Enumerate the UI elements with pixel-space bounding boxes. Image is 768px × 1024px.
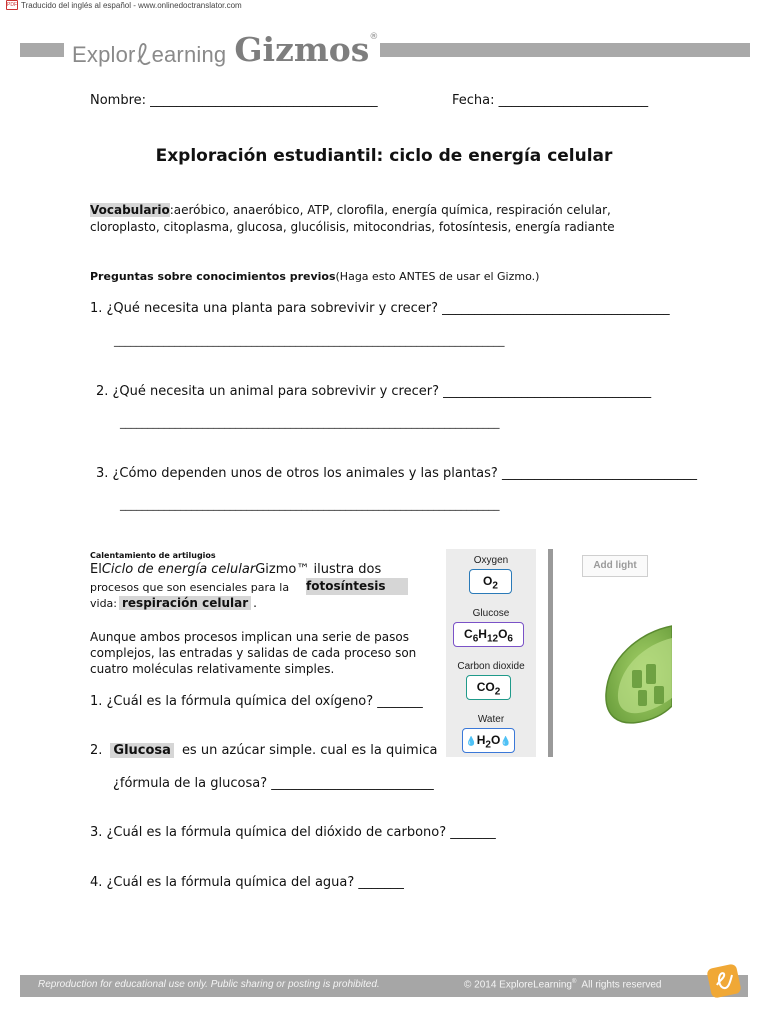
warmup-question-2-answer[interactable]: ¿fórmula de la glucosa? _________________________ bbox=[113, 776, 434, 791]
molecule-name-glucose: Glucose bbox=[472, 608, 510, 619]
header-bar-left bbox=[20, 43, 64, 57]
water-drop-icon: 💧 bbox=[465, 736, 477, 746]
prior-question-1[interactable]: 1. ¿Qué necesita una planta para sobrevivir y crecer? ___________________________________ bbox=[90, 301, 670, 316]
panel-scrollbar[interactable] bbox=[548, 549, 553, 757]
el-swirl-icon bbox=[136, 42, 152, 68]
warmup-intro-line-2: procesos que son esenciales para la bbox=[90, 581, 290, 594]
molecule-panel bbox=[446, 549, 536, 757]
explorelearning-gizmos-logo: Explor earning Gizmos ® bbox=[72, 30, 379, 69]
warmup-intro: ElCiclo de energía celularGizmo™ ilustra dos bbox=[90, 562, 382, 577]
date-field[interactable]: Fecha: _______________________ bbox=[452, 93, 649, 108]
prior-answer-line-2[interactable]: _____________________________________________________________________ bbox=[120, 416, 500, 429]
explorelearning-badge-icon bbox=[706, 963, 742, 999]
page-title: Exploración estudiantil: ciclo de energía celular bbox=[155, 146, 613, 166]
prior-question-3[interactable]: 3. ¿Cómo dependen unos de otros los animales y las plantas? ______________________________ bbox=[96, 466, 697, 481]
header-bar-right bbox=[380, 43, 750, 57]
chloroplast-illustration bbox=[600, 618, 672, 746]
vocabulary-label: Vocabulario bbox=[90, 203, 170, 217]
prior-answer-line-1[interactable]: _______________________________________________________________________ bbox=[114, 334, 505, 347]
warmup-paragraph: Aunque ambos procesos implican una serie de pasos complejos, las entradas y salidas de cada proceso son cuatro moléculas relativamente simples. bbox=[90, 630, 417, 676]
glucose-molecule[interactable]: $C_6H_{12}O_6$ bbox=[453, 622, 524, 647]
vocabulary-block bbox=[90, 202, 710, 236]
respiration-answer[interactable]: respiración celular bbox=[119, 596, 251, 610]
warmup-question-3[interactable]: 3. ¿Cuál es la fórmula química del dióxido de carbono? _______ bbox=[90, 825, 496, 840]
footer-copyright: © 2014 ExploreLearning® All rights reserved bbox=[464, 979, 662, 991]
name-field[interactable]: Nombre: ___________________________________ bbox=[90, 93, 378, 108]
vocabulary-list-2: cloroplasto, citoplasma, glucosa, glucólisis, mitocondrias, fotosíntesis, energía radiante bbox=[90, 220, 615, 234]
water-molecule[interactable]: $💧H_2O💧$ bbox=[462, 728, 515, 753]
molecule-name-water: Water bbox=[477, 714, 505, 725]
add-light-button[interactable]: Add light bbox=[582, 555, 648, 577]
footer-notice: Reproduction for educational use only. Public sharing or posting is prohibited. bbox=[38, 979, 380, 990]
water-drop-icon: 💧 bbox=[500, 736, 512, 746]
warmup-question-2: 2. Glucosa es un azúcar simple. cual es la quimica bbox=[90, 743, 438, 758]
document-icon: PDF bbox=[7, 2, 17, 8]
carbon-dioxide-molecule[interactable]: $CO_2$ bbox=[466, 675, 511, 700]
prior-question-2[interactable]: 2. ¿Qué necesita un animal para sobrevivir y crecer? ________________________________ bbox=[96, 384, 652, 399]
warmup-question-1[interactable]: 1. ¿Cuál es la fórmula química del oxígeno? _______ bbox=[90, 694, 423, 709]
vocabulary-list-1: :aeróbico, anaeróbico, ATP, clorofila, energía química, respiración celular, bbox=[169, 203, 611, 217]
glucose-term: Glucosa bbox=[110, 743, 174, 758]
oxygen-molecule[interactable]: $O_2$ bbox=[469, 569, 512, 594]
warmup-life-line: vida: respiración celular . bbox=[90, 596, 257, 610]
photosynthesis-answer[interactable]: fotosíntesis bbox=[306, 578, 408, 595]
warmup-heading: Calentamiento de artilugios bbox=[90, 551, 216, 560]
prior-answer-line-3[interactable]: _____________________________________________________________________ bbox=[120, 498, 500, 511]
prior-knowledge-heading: Preguntas sobre conocimientos previos(Haga esto ANTES de usar el Gizmo.) bbox=[90, 270, 540, 283]
molecule-name-carbon-dioxide: Carbon dioxide bbox=[457, 661, 525, 672]
warmup-question-4[interactable]: 4. ¿Cuál es la fórmula química del agua? _______ bbox=[90, 875, 404, 890]
molecule-name-oxygen: Oxygen bbox=[473, 555, 509, 566]
translator-note: PDF Traducido del inglés al español - www.onlinedoctranslator.com bbox=[7, 0, 242, 10]
